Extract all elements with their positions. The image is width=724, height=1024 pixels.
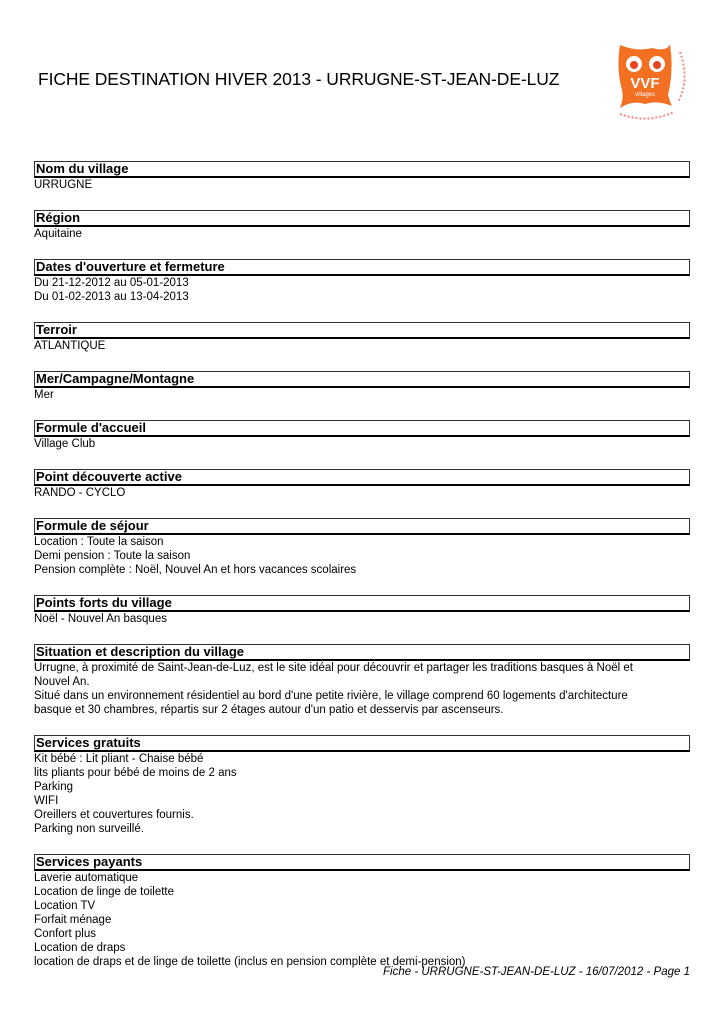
section [34,644,690,717]
section-heading: Formule d'accueil [34,420,690,437]
section-value: Laverie automatique [34,872,139,884]
section-value: location de draps et de linge de toilette (inclus en pension complète et demi-pension) [34,956,466,968]
section-value: Location de draps [34,942,126,954]
section-heading: Dates d'ouverture et fermeture [34,259,690,276]
section-value: Parking [34,781,73,793]
section-value: Location TV [34,900,96,912]
section-value: Aquitaine [34,228,82,240]
section-value: Nouvel An. [34,676,90,688]
fiche-content [34,161,690,987]
section-value: Location : Toute la saison [34,536,164,548]
section-value: Du 21-12-2012 au 05-01-2013 [34,277,189,289]
section-value: Du 01-02-2013 au 13-04-2013 [34,291,189,303]
section [34,371,690,402]
section-value: WIFI [34,795,59,807]
section-heading: Points forts du village [34,595,690,612]
section [34,210,690,241]
section-heading: Formule de séjour [34,518,690,535]
section-heading: Situation et description du village [34,644,690,661]
section-value: Situé dans un environnement résidentiel au bord d'une petite rivière, le village comprend 60 logements d'architecture [34,690,628,702]
section-value: Mer [34,389,54,401]
owl-logo-icon [612,40,692,125]
section-value: Pension complète : Noël, Nouvel An et hors vacances scolaires [34,564,357,576]
section [34,322,690,353]
svg-text:villages: villages [634,92,656,98]
section-value: lits pliants pour bébé de moins de 2 ans [34,767,237,779]
section [34,259,690,304]
section-heading: Terroir [34,322,690,339]
section-value: Urrugne, à proximité de Saint-Jean-de-Luz, est le site idéal pour découvrir et partager les traditions basques à Noël et [34,662,633,674]
section-value: Demi pension : Toute la saison [34,550,191,562]
page-footer: Fiche - URRUGNE-ST-JEAN-DE-LUZ - 16/07/2012 - Page 1 [383,966,690,978]
vvf-logo [612,40,692,125]
section [34,854,690,969]
section-value: Forfait ménage [34,914,112,926]
section [34,161,690,192]
svg-text:VVF: VVF [630,75,660,92]
section-value: Confort plus [34,928,97,940]
section [34,595,690,626]
section [34,518,690,577]
section-value: RANDO - CYCLO [34,487,126,499]
section-value: Village Club [34,438,96,450]
section [34,735,690,836]
section-value: Kit bébé : Lit pliant - Chaise bébé [34,753,204,765]
section-heading: Mer/Campagne/Montagne [34,371,690,388]
section-value: Location de linge de toilette [34,886,175,898]
section-value: Noël - Nouvel An basques [34,613,167,625]
section-heading: Point découverte active [34,469,690,486]
page-title: FICHE DESTINATION HIVER 2013 - URRUGNE-ST-JEAN-DE-LUZ [38,69,560,89]
section-value: Oreillers et couvertures fournis. [34,809,194,821]
section-heading: Services payants [34,854,690,871]
section-value: URRUGNE [34,179,93,191]
section [34,420,690,451]
section-heading: Région [34,210,690,227]
section-value: ATLANTIQUE [34,340,106,352]
section-value: Parking non surveillé. [34,823,144,835]
section-value: basque et 30 chambres, répartis sur 2 étages autour d'un patio et desservis par ascenseurs. [34,704,504,716]
section-heading: Nom du village [34,161,690,178]
section [34,469,690,500]
section-heading: Services gratuits [34,735,690,752]
